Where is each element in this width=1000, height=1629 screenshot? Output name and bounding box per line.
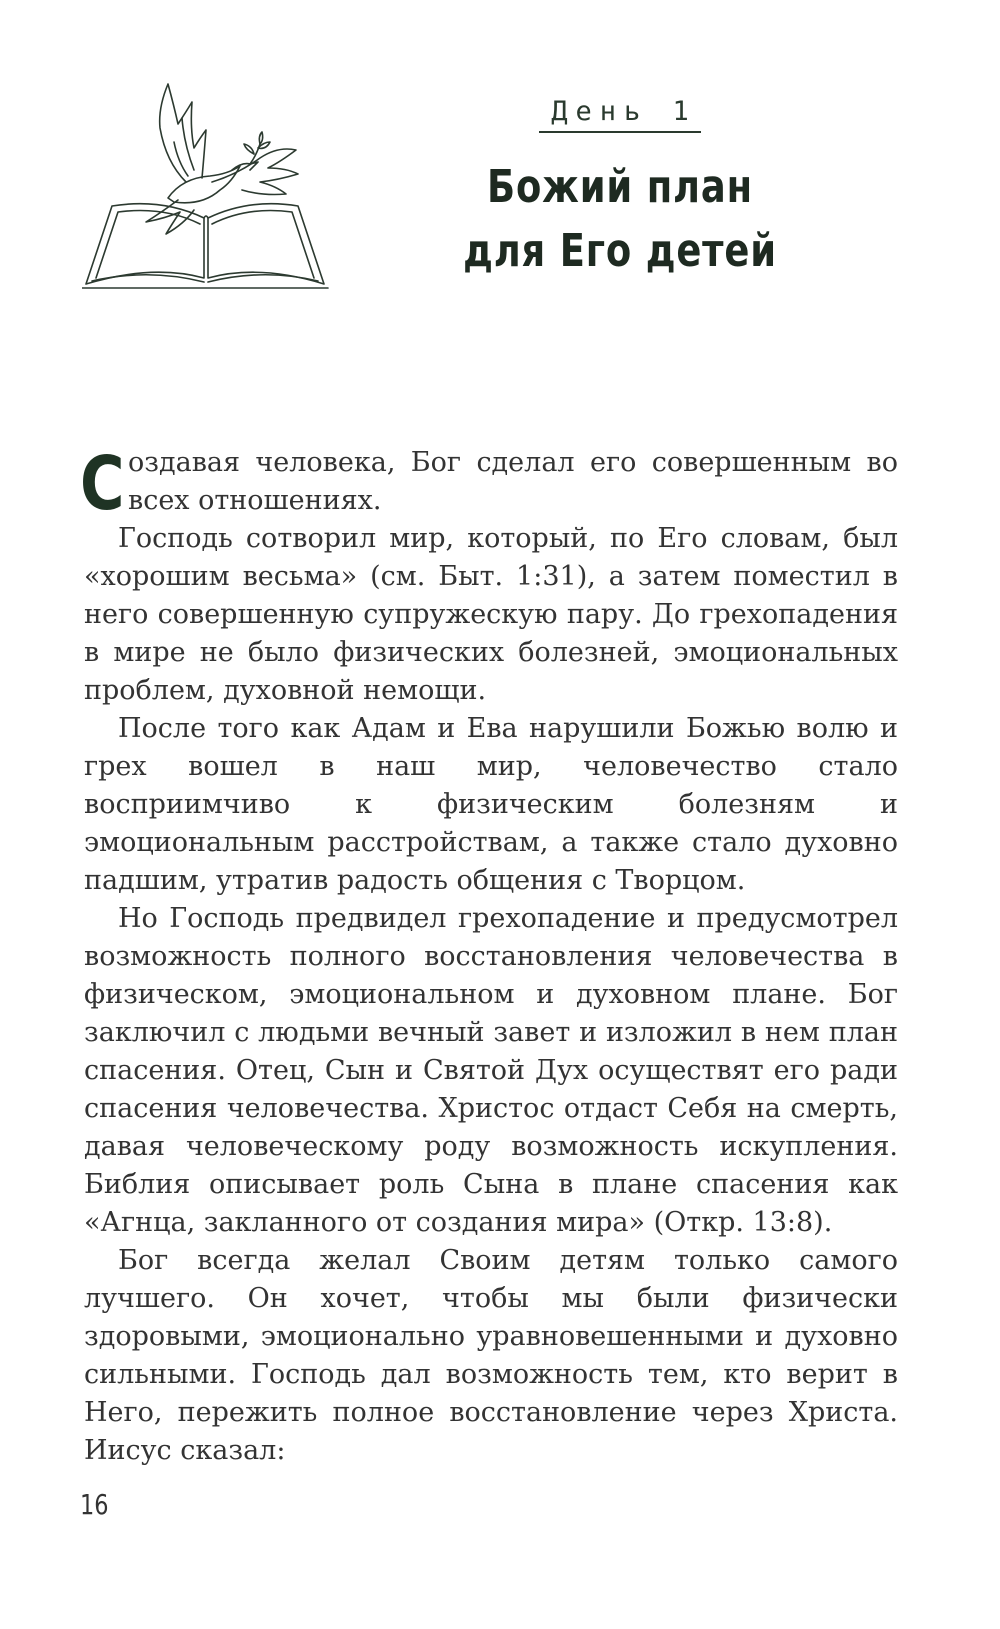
chapter-header [420,96,820,283]
paragraph-1-text: оздавая человека, Бог сделал его совершенным во всех отношениях. [128,447,898,516]
day-label: День 1 [539,96,701,133]
paragraph-2: Господь сотворил мир, который, по Его словам, был «хорошим весьма» (см. Быт. 1:31), а затем поместил в него совершенную супружескую пару. До грехопадения в мире не было физических болезней, эмоциональных проблем, духовной немощи. [84,523,898,706]
paragraph-1 [80,441,898,527]
chapter-title-line-1: Божий план [487,160,753,213]
drop-cap: С [80,441,125,527]
paragraph-5: Бог всегда желал Своим детям только самого лучшего. Он хочет, чтобы мы были физически здоровыми, эмоционально уравновешенными и духовно сильными. Господь дал возможность тем, кто верит в Него, пережить полное восстановление через Христа. Иисус сказал: [84,1245,898,1466]
page-number: 16 [80,1488,109,1521]
dove-over-open-book-icon [82,78,332,298]
chapter-title [456,155,784,283]
chapter-title-line-2: для Его детей [463,224,777,277]
paragraph-3: После того как Адам и Ева нарушили Божью волю и грех вошел в наш мир, человечество стало восприимчиво к физическим болезням и эмоциональным расстройствам, а также стало духовно падшим, утратив радость общения с Творцом. [84,713,898,896]
paragraph-4: Но Господь предвидел грехопадение и предусмотрел возможность полного восстановления человечества в физическом, эмоциональном и духовном плане. Бог заключил с людьми вечный завет и изложил в нем план спасения. Отец, Сын и Святой Дух осуществят его ради спасения человечества. Христос отдаст Себя на смерть, давая человеческому роду возможность искупления. Библия описывает роль Сына в плане спасения как «Агнца, закланного от создания мира» (Откр. 13:8). [84,903,898,1238]
body-text [80,441,898,1470]
